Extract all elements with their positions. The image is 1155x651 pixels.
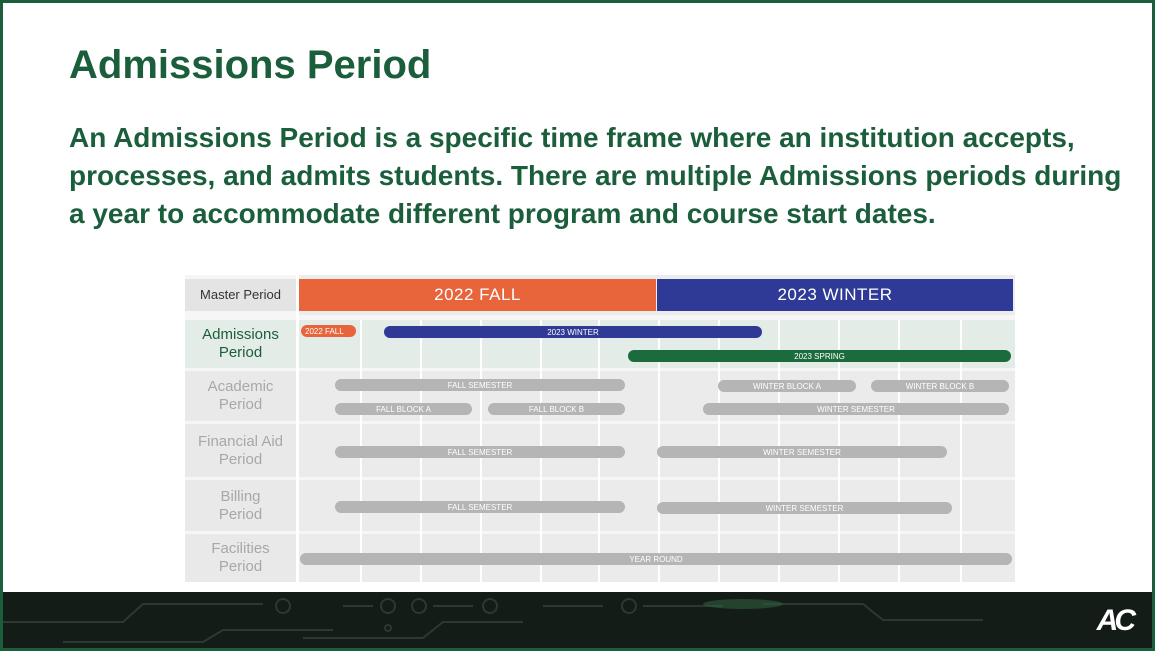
master-bar-winter: 2023 WINTER	[657, 279, 1013, 311]
row-label-financial-aid: Financial Aid Period	[185, 424, 296, 477]
row-label-facilities: Facilities Period	[185, 534, 296, 582]
row-label-academic: Academic Period	[185, 371, 296, 421]
academic-bar-fall-semester: FALL SEMESTER	[335, 379, 625, 391]
row-label-billing: Billing Period	[185, 480, 296, 531]
facilities-bar-year-round: YEAR ROUND	[300, 553, 1012, 565]
financial-aid-bar-winter-semester: WINTER SEMESTER	[657, 446, 947, 458]
academic-bar-winter-semester: WINTER SEMESTER	[703, 403, 1009, 415]
ac-logo: AC	[1096, 604, 1132, 637]
master-bar-fall: 2022 FALL	[299, 279, 656, 311]
admissions-bar-winter: 2023 WINTER	[384, 326, 762, 338]
row-label-admissions: Admissions Period	[185, 320, 296, 368]
academic-bar-winter-block-b: WINTER BLOCK B	[871, 380, 1009, 392]
billing-bar-fall-semester: FALL SEMESTER	[335, 501, 625, 513]
slide-title: Admissions Period	[69, 43, 432, 87]
row-label-master: Master Period	[185, 279, 296, 311]
footer-band	[3, 592, 1152, 648]
label-column-separator	[296, 275, 299, 582]
academic-bar-fall-block-a: FALL BLOCK A	[335, 403, 472, 415]
academic-bar-winter-block-a: WINTER BLOCK A	[718, 380, 856, 392]
academic-bar-fall-block-b: FALL BLOCK B	[488, 403, 625, 415]
slide-description: An Admissions Period is a specific time frame where an institution accepts, processes, and admits students. There are multiple Admissions periods during a year to accommodate different program and course start dates.	[69, 122, 1122, 229]
admissions-bar-spring: 2023 SPRING	[628, 350, 1011, 362]
billing-bar-winter-semester: WINTER SEMESTER	[657, 502, 952, 514]
period-gantt-chart	[185, 275, 1015, 582]
circuit-pattern-decoration	[3, 592, 1152, 648]
admissions-bar-fall: 2022 FALL	[301, 325, 356, 337]
financial-aid-bar-fall-semester: FALL SEMESTER	[335, 446, 625, 458]
